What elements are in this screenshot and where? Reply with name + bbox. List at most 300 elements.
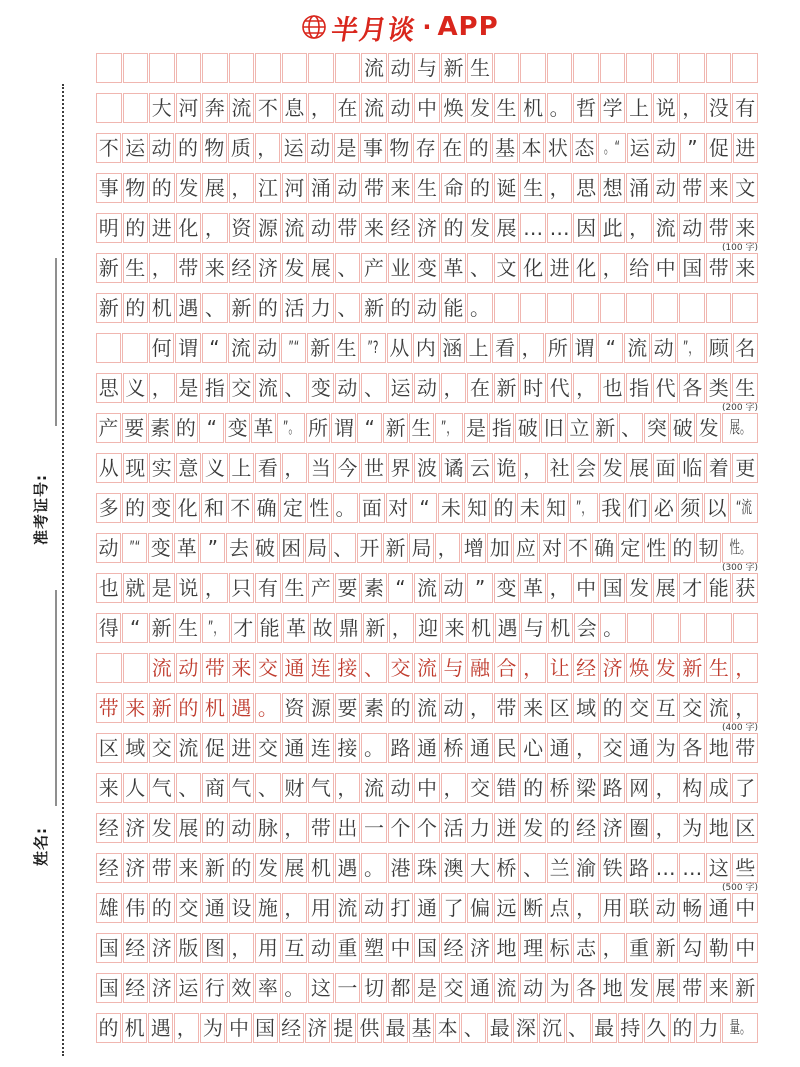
grid-row xyxy=(96,413,758,443)
grid-cell xyxy=(255,53,281,83)
grid-cell: 动 xyxy=(388,773,414,803)
grid-cell: ”“ xyxy=(122,533,147,563)
grid-cell: 梁 xyxy=(573,773,599,803)
grid-cell: 了 xyxy=(732,773,758,803)
logo-suffix-text: APP xyxy=(437,12,499,42)
grid-cell: ， xyxy=(653,813,679,843)
grid-cell: 对 xyxy=(539,533,564,563)
grid-cell: 交 xyxy=(626,693,652,723)
grid-cell: 变 xyxy=(494,573,520,603)
grid-cell: 江 xyxy=(255,173,281,203)
grid-cell: 所 xyxy=(306,413,331,443)
grid-cell: “流 xyxy=(730,493,758,523)
grid-cell: 大 xyxy=(467,853,493,883)
grid-cell: 交 xyxy=(441,973,467,1003)
grid-cell: 动 xyxy=(149,133,174,163)
grid-cell: 通 xyxy=(626,733,652,763)
grid-cell: 流 xyxy=(149,653,175,683)
grid-cell: 面 xyxy=(653,453,679,483)
grid-cell: 济 xyxy=(305,1013,330,1043)
grid-cell: 带 xyxy=(361,173,387,203)
grid-cell: ， xyxy=(282,813,308,843)
grid-cell: 未 xyxy=(517,493,542,523)
grid-cell: 用 xyxy=(255,933,281,963)
grid-cell: 看 xyxy=(492,333,517,363)
grid-cell xyxy=(733,613,758,643)
grid-cell: 成 xyxy=(706,773,732,803)
grid-cell xyxy=(573,53,599,83)
grid-cell: ”。 xyxy=(277,413,305,443)
grid-cell: “ xyxy=(412,493,437,523)
grid-cell: 化 xyxy=(520,253,546,283)
banyuetan-logo xyxy=(0,10,800,44)
grid-cell: 遇 xyxy=(229,693,255,723)
grid-cell: 带 xyxy=(308,813,334,843)
grid-cell: ， xyxy=(653,773,679,803)
grid-cell: 中 xyxy=(226,1013,251,1043)
grid-cell: 中 xyxy=(732,933,758,963)
grid-cell: 行 xyxy=(202,973,228,1003)
grid-cell: 域 xyxy=(123,733,149,763)
grid-cell: 因 xyxy=(573,213,599,243)
grid-cell: 让 xyxy=(547,653,573,683)
grid-cell: 去 xyxy=(226,533,251,563)
grid-cell: 带 xyxy=(202,653,228,683)
grid-cell: 的 xyxy=(123,293,149,323)
grid-cell: 只 xyxy=(229,573,255,603)
grid-cell: 以 xyxy=(704,493,729,523)
grid-cell: 机 xyxy=(520,93,546,123)
grid-cell: ” xyxy=(467,573,493,603)
grid-cell: 流 xyxy=(229,93,255,123)
grid-cell: 定 xyxy=(280,493,305,523)
grid-cell: 个 xyxy=(388,813,414,843)
grid-row xyxy=(96,653,758,683)
grid-cell: 革 xyxy=(174,533,199,563)
grid-cell: 焕 xyxy=(626,653,652,683)
grid-cell: ， xyxy=(573,733,599,763)
grid-cell: 的 xyxy=(229,853,255,883)
grid-cell xyxy=(308,53,334,83)
grid-cell: 指 xyxy=(489,413,514,443)
grid-cell: “ xyxy=(357,413,382,443)
grid-cell: 交 xyxy=(467,773,493,803)
grid-cell: 通 xyxy=(282,653,308,683)
grid-cell: 从 xyxy=(96,453,122,483)
grid-cell: 财 xyxy=(282,773,308,803)
grid-cell: 对 xyxy=(386,493,411,523)
grid-cell: 在 xyxy=(335,93,361,123)
grid-cell: 动 xyxy=(653,893,679,923)
grid-cell: 新 xyxy=(732,973,758,1003)
grid-cell: 流 xyxy=(706,693,732,723)
grid-cell: 本 xyxy=(435,1013,460,1043)
grid-cell: 展 xyxy=(653,573,679,603)
grid-cell: 经 xyxy=(123,973,149,1003)
grid-cell: 诞 xyxy=(494,173,520,203)
grid-cell: 发 xyxy=(176,173,202,203)
grid-cell: 遇 xyxy=(176,293,202,323)
name-blank-line xyxy=(55,590,57,806)
grid-cell: 设 xyxy=(229,893,255,923)
grid-cell: 生 xyxy=(467,53,493,83)
grid-cell: 各 xyxy=(679,733,705,763)
grid-cell: 动 xyxy=(441,693,467,723)
grid-cell: 出 xyxy=(335,813,361,843)
grid-row xyxy=(96,573,758,603)
grid-cell: 经 xyxy=(229,253,255,283)
grid-cell: 来 xyxy=(123,693,149,723)
grid-cell xyxy=(122,333,147,363)
grid-cell: 流 xyxy=(494,973,520,1003)
grid-cell: 通 xyxy=(467,973,493,1003)
grid-cell: 发 xyxy=(467,213,493,243)
grid-cell: 破 xyxy=(253,533,278,563)
grid-cell: 流 xyxy=(176,733,202,763)
grid-cell: 新 xyxy=(383,533,408,563)
grid-cell: 最 xyxy=(383,1013,408,1043)
grid-cell: 看 xyxy=(255,453,281,483)
grid-cell: 的 xyxy=(149,173,175,203)
grid-cell: 生 xyxy=(409,413,434,443)
grid-cell: 发 xyxy=(626,973,652,1003)
grid-cell: 流 xyxy=(255,373,281,403)
grid-cell: 立 xyxy=(567,413,592,443)
grid-cell: 物 xyxy=(202,133,227,163)
grid-cell: 中 xyxy=(414,93,440,123)
grid-cell: 上 xyxy=(626,93,652,123)
grid-cell: ， xyxy=(389,613,414,643)
grid-cell: … xyxy=(679,853,705,883)
grid-cell: ， xyxy=(229,933,255,963)
grid-cell: 故 xyxy=(310,613,335,643)
grid-cell: 态 xyxy=(572,133,597,163)
exam-number-blank-line xyxy=(55,258,57,426)
grid-cell: ， xyxy=(202,573,228,603)
grid-cell: 提 xyxy=(331,1013,356,1043)
grid-cell: 世 xyxy=(361,453,387,483)
grid-row xyxy=(96,53,758,83)
grid-cell: 没 xyxy=(706,93,732,123)
grid-cell: 也 xyxy=(96,573,122,603)
grid-cell: 一 xyxy=(335,973,361,1003)
grid-cell: 地 xyxy=(494,933,520,963)
grid-cell: 通 xyxy=(282,733,308,763)
grid-cell: 内 xyxy=(413,333,438,363)
grid-cell: 济 xyxy=(467,933,493,963)
grid-cell: 意 xyxy=(176,453,202,483)
grid-cell: 济 xyxy=(123,813,149,843)
grid-cell: 带 xyxy=(679,973,705,1003)
grid-cell: 路 xyxy=(626,853,652,883)
grid-cell: 确 xyxy=(592,533,617,563)
grid-cell: 交 xyxy=(149,733,175,763)
grid-cell xyxy=(627,613,652,643)
grid-cell xyxy=(679,293,705,323)
grid-cell: 思 xyxy=(96,373,122,403)
grid-cell: 经 xyxy=(441,933,467,963)
grid-cell: 与 xyxy=(521,613,546,643)
grid-cell: 中 xyxy=(732,893,758,923)
grid-cell: 互 xyxy=(653,693,679,723)
grid-cell: 突 xyxy=(644,413,669,443)
grid-cell: 的 xyxy=(174,413,199,443)
grid-cell: 运 xyxy=(281,133,306,163)
grid-cell: 会 xyxy=(574,613,599,643)
grid-cell: 动 xyxy=(520,973,546,1003)
grid-cell: 来 xyxy=(732,253,758,283)
grid-cell: 的 xyxy=(176,693,202,723)
grid-cell xyxy=(626,53,652,83)
grid-cell: 的 xyxy=(467,173,493,203)
grid-cell: ， xyxy=(520,453,546,483)
grid-cell: 区 xyxy=(732,813,758,843)
grid-cell: 交 xyxy=(255,653,281,683)
grid-cell: ， xyxy=(679,93,705,123)
grid-cell xyxy=(653,613,678,643)
grid-cell: 是 xyxy=(414,973,440,1003)
grid-cell: 运 xyxy=(122,133,147,163)
grid-cell: 生 xyxy=(334,333,359,363)
grid-row xyxy=(96,693,758,733)
grid-cell: ， xyxy=(600,253,626,283)
grid-cell: 化 xyxy=(573,253,599,283)
grid-cell: 为 xyxy=(653,733,679,763)
grid-cell: 此 xyxy=(600,213,626,243)
grid-cell: 力 xyxy=(696,1013,721,1043)
grid-cell: 产 xyxy=(308,573,334,603)
grid-cell: 化 xyxy=(176,213,202,243)
word-count-marker: (300 字) xyxy=(721,563,758,573)
grid-cell: 重 xyxy=(626,933,652,963)
grid-cell: 的 xyxy=(491,493,516,523)
grid-cell: 地 xyxy=(706,733,732,763)
grid-cell: 哲 xyxy=(573,93,599,123)
grid-cell: 桥 xyxy=(441,733,467,763)
grid-cell: 通 xyxy=(202,893,228,923)
grid-cell: 在 xyxy=(440,133,465,163)
grid-cell: ， xyxy=(519,333,544,363)
grid-cell: 通 xyxy=(547,733,573,763)
grid-cell: ， xyxy=(255,133,280,163)
grid-cell: 通 xyxy=(467,733,493,763)
grid-cell: 连 xyxy=(308,733,334,763)
grid-cell: 动 xyxy=(441,573,467,603)
grid-cell: 着 xyxy=(706,453,732,483)
grid-cell: … xyxy=(520,213,546,243)
grid-cell: 流 xyxy=(624,333,649,363)
grid-cell: 当 xyxy=(308,453,334,483)
grid-cell: 新 xyxy=(149,693,175,723)
grid-cell: 渝 xyxy=(573,853,599,883)
grid-cell: 兰 xyxy=(547,853,573,883)
grid-cell: 性 xyxy=(307,493,332,523)
grid-cell: 远 xyxy=(494,893,520,923)
grid-cell: 机 xyxy=(202,693,228,723)
grid-cell: 动 xyxy=(388,53,414,83)
grid-cell: 、 xyxy=(566,1013,591,1043)
grid-cell: “ xyxy=(598,333,623,363)
grid-cell: 是 xyxy=(464,413,489,443)
grid-cell: 带 xyxy=(494,693,520,723)
grid-cell: 机 xyxy=(548,613,573,643)
grid-cell: 济 xyxy=(414,213,440,243)
grid-cell: 不 xyxy=(566,533,591,563)
grid-cell: ， xyxy=(282,453,308,483)
grid-cell: 新 xyxy=(361,293,387,323)
grid-row xyxy=(96,373,758,413)
grid-cell: ”， xyxy=(202,613,230,643)
grid-cell: 动 xyxy=(308,933,334,963)
grid-cell: 带 xyxy=(149,853,175,883)
grid-cell: 上 xyxy=(229,453,255,483)
grid-cell: 文 xyxy=(494,253,520,283)
grid-cell: 质 xyxy=(228,133,253,163)
grid-cell: 动 xyxy=(335,373,361,403)
grid-cell: 为 xyxy=(547,973,573,1003)
grid-cell: 产 xyxy=(361,253,387,283)
grid-cell: 带 xyxy=(96,693,122,723)
grid-cell: 发 xyxy=(653,653,679,683)
grid-cell: 来 xyxy=(520,693,546,723)
grid-cell: 要 xyxy=(122,413,147,443)
grid-cell: 勾 xyxy=(679,933,705,963)
grid-cell: 国 xyxy=(253,1013,278,1043)
grid-cell: 顾 xyxy=(706,333,731,363)
grid-cell: 也 xyxy=(600,373,626,403)
grid-cell: 性。 xyxy=(722,533,758,563)
grid-cell: ， xyxy=(732,693,758,723)
grid-cell: 的 xyxy=(670,1013,695,1043)
grid-cell: 状 xyxy=(545,133,570,163)
grid-cell: “ xyxy=(202,333,227,363)
grid-cell: 动 xyxy=(307,133,332,163)
grid-cell: 基 xyxy=(409,1013,434,1043)
grid-cell: 气 xyxy=(149,773,175,803)
grid-cell: 经 xyxy=(279,1013,304,1043)
exam-number-label: 准考证号: xyxy=(32,474,50,545)
grid-cell: 机 xyxy=(468,613,493,643)
grid-cell: 学 xyxy=(600,93,626,123)
grid-cell: 经 xyxy=(96,813,122,843)
grid-cell: 志 xyxy=(573,933,599,963)
grid-cell: 济 xyxy=(600,653,626,683)
grid-cell: ， xyxy=(573,373,599,403)
grid-cell: 来 xyxy=(229,653,255,683)
grid-cell: ， xyxy=(441,773,467,803)
grid-cell: 知 xyxy=(464,493,489,523)
grid-cell: 新 xyxy=(96,293,122,323)
grid-cell: 多 xyxy=(96,493,121,523)
grid-cell: 桥 xyxy=(494,853,520,883)
grid-cell: 点 xyxy=(547,893,573,923)
grid-cell: 经 xyxy=(388,213,414,243)
grid-cell: 素 xyxy=(361,693,387,723)
grid-cell: ， xyxy=(308,93,334,123)
grid-cell: 带 xyxy=(732,733,758,763)
grid-row xyxy=(96,253,758,283)
grid-cell: 供 xyxy=(357,1013,382,1043)
grid-cell xyxy=(176,53,202,83)
grid-cell: 来 xyxy=(442,613,467,643)
grid-cell: 说 xyxy=(176,573,202,603)
grid-cell xyxy=(149,53,175,83)
grid-cell: 能 xyxy=(441,293,467,323)
grid-cell: 路 xyxy=(388,733,414,763)
grid-cell: 革 xyxy=(520,573,546,603)
grid-cell: 接 xyxy=(335,653,361,683)
grid-cell: 开 xyxy=(357,533,382,563)
grid-cell: 要 xyxy=(335,693,361,723)
grid-cell: 义 xyxy=(202,453,228,483)
grid-cell: 名 xyxy=(733,333,758,363)
grid-cell: 奔 xyxy=(202,93,228,123)
grid-cell: 生 xyxy=(732,373,758,403)
grid-cell: 理 xyxy=(520,933,546,963)
grid-cell: 版 xyxy=(176,933,202,963)
grid-cell: 社 xyxy=(547,453,573,483)
grid-cell: 的 xyxy=(388,693,414,723)
grid-cell: 动 xyxy=(679,213,705,243)
grid-cell: … xyxy=(547,213,573,243)
grid-cell: 代 xyxy=(653,373,679,403)
grid-cell: 域 xyxy=(573,693,599,723)
grid-cell: 运 xyxy=(388,373,414,403)
grid-cell: 面 xyxy=(359,493,384,523)
grid-cell: 在 xyxy=(467,373,493,403)
grid-cell: 焕 xyxy=(441,93,467,123)
grid-cell: 时 xyxy=(520,373,546,403)
grid-cell: ， xyxy=(626,213,652,243)
grid-cell: ， xyxy=(441,373,467,403)
grid-cell: 路 xyxy=(600,773,626,803)
grid-cell: 展 xyxy=(626,453,652,483)
grid-cell: 交 xyxy=(176,893,202,923)
grid-cell: 施 xyxy=(255,893,281,923)
grid-cell: 带 xyxy=(176,253,202,283)
grid-cell: ， xyxy=(520,653,546,683)
grid-cell: 动 xyxy=(361,893,387,923)
grid-row xyxy=(96,213,758,253)
grid-cell: 量。 xyxy=(722,1013,758,1043)
grid-cell: 事 xyxy=(360,133,385,163)
grid-cell: 才 xyxy=(679,573,705,603)
grid-cell xyxy=(706,293,732,323)
grid-cell: 促 xyxy=(202,733,228,763)
grid-cell: 交 xyxy=(600,733,626,763)
grid-cell: 联 xyxy=(626,893,652,923)
grid-cell: 国 xyxy=(96,973,122,1003)
grid-cell: 活 xyxy=(441,813,467,843)
grid-cell xyxy=(732,53,758,83)
grid-cell: 最 xyxy=(592,1013,617,1043)
grid-cell: 的 xyxy=(600,693,626,723)
grid-cell: 了 xyxy=(441,893,467,923)
grid-row xyxy=(96,813,758,843)
grid-cell: 来 xyxy=(388,173,414,203)
grid-cell: 资 xyxy=(229,213,255,243)
grid-cell: 这 xyxy=(706,853,732,883)
grid-row xyxy=(96,853,758,893)
grid-cell: 雄 xyxy=(96,893,122,923)
grid-cell: 流 xyxy=(361,53,387,83)
grid-row xyxy=(96,173,758,203)
grid-cell: 获 xyxy=(732,573,758,603)
grid-cell: 波 xyxy=(414,453,440,483)
grid-cell: 会 xyxy=(573,453,599,483)
grid-cell: 展 xyxy=(176,813,202,843)
grid-cell: ， xyxy=(149,253,175,283)
